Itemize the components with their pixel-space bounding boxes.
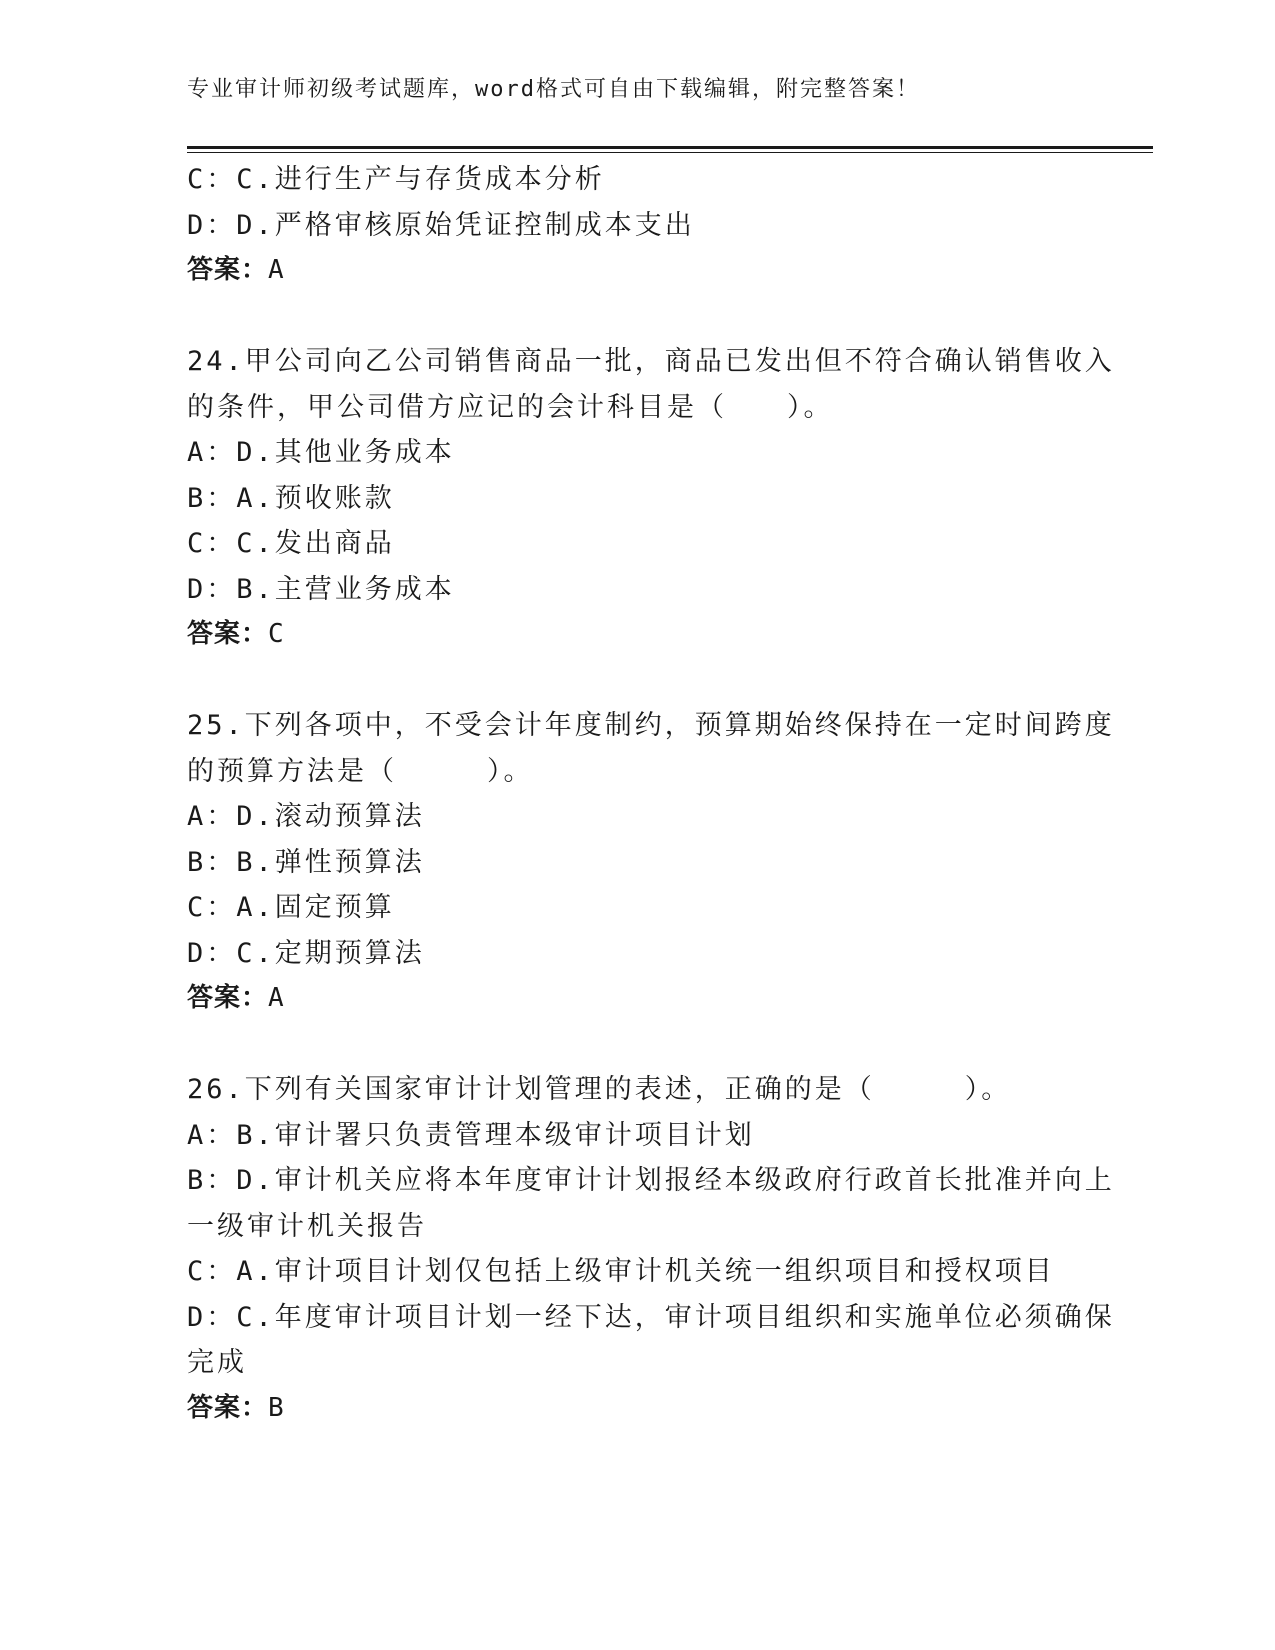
option-line: B：A.预收账款 <box>187 482 395 514</box>
option-line: D：C.年度审计项目计划一经下达，审计项目组织和实施单位必须确保 <box>187 1301 1115 1333</box>
option-line: D：B.主营业务成本 <box>187 573 455 605</box>
option-line: C：C.发出商品 <box>187 528 395 559</box>
option-line: B：B.弹性预算法 <box>187 846 425 878</box>
option-line: A：B.审计署只负责管理本级审计项目计划 <box>187 1119 755 1151</box>
spacer <box>187 294 1087 340</box>
answer-value: A <box>268 983 285 1013</box>
spacer <box>187 658 1087 704</box>
spacer <box>187 1022 1087 1068</box>
header-rule-thick <box>187 146 1153 149</box>
page-header: 专业审计师初级考试题库，word格式可自由下载编辑，附完整答案！ <box>187 77 920 102</box>
question-content <box>187 157 1115 1431</box>
option-line: 完成 <box>187 1347 247 1378</box>
answer-line <box>187 1386 1087 1432</box>
question-stem-line: 26.下列有关国家审计计划管理的表述，正确的是（ ）。 <box>187 1074 1012 1105</box>
answer-label: 答案： <box>187 619 269 649</box>
option-line: A：D.其他业务成本 <box>187 437 455 468</box>
answer-value: B <box>268 1392 285 1423</box>
answer-value: A <box>268 255 285 285</box>
option-line: D：C.定期预算法 <box>187 937 425 969</box>
answer-value: C <box>268 619 285 649</box>
question-stem-line: 24.甲公司向乙公司销售商品一批，商品已发出但不符合确认销售收入 <box>187 346 1115 377</box>
header-rule-thin <box>187 152 1153 153</box>
option-line: C：C.进行生产与存货成本分析 <box>187 164 605 195</box>
answer-label: 答案： <box>187 255 269 285</box>
option-line: C：A.固定预算 <box>187 892 395 923</box>
question-stem-line: 的条件，甲公司借方应记的会计科目是（ ）。 <box>187 391 834 423</box>
option-line: B：D.审计机关应将本年度审计计划报经本级政府行政首长批准并向上 <box>187 1165 1115 1196</box>
option-line: D：D.严格审核原始凭证控制成本支出 <box>187 209 695 241</box>
answer-line <box>187 248 1087 294</box>
answer-label: 答案： <box>187 983 269 1013</box>
option-line: 一级审计机关报告 <box>187 1210 427 1242</box>
answer-line <box>187 976 1087 1022</box>
option-line: A：D.滚动预算法 <box>187 801 425 832</box>
prev-question-block <box>187 157 1087 294</box>
option-line: C：A.审计项目计划仅包括上级审计机关统一组织项目和授权项目 <box>187 1256 1055 1287</box>
question-stem-line: 25.下列各项中，不受会计年度制约，预算期始终保持在一定时间跨度 <box>187 710 1115 741</box>
question-stem-line: 的预算方法是（ ）。 <box>187 755 534 787</box>
question-24 <box>187 339 1115 658</box>
question-26 <box>187 1067 1115 1431</box>
question-25 <box>187 703 1115 1022</box>
answer-line <box>187 612 1087 658</box>
answer-label: 答案： <box>187 1392 269 1423</box>
